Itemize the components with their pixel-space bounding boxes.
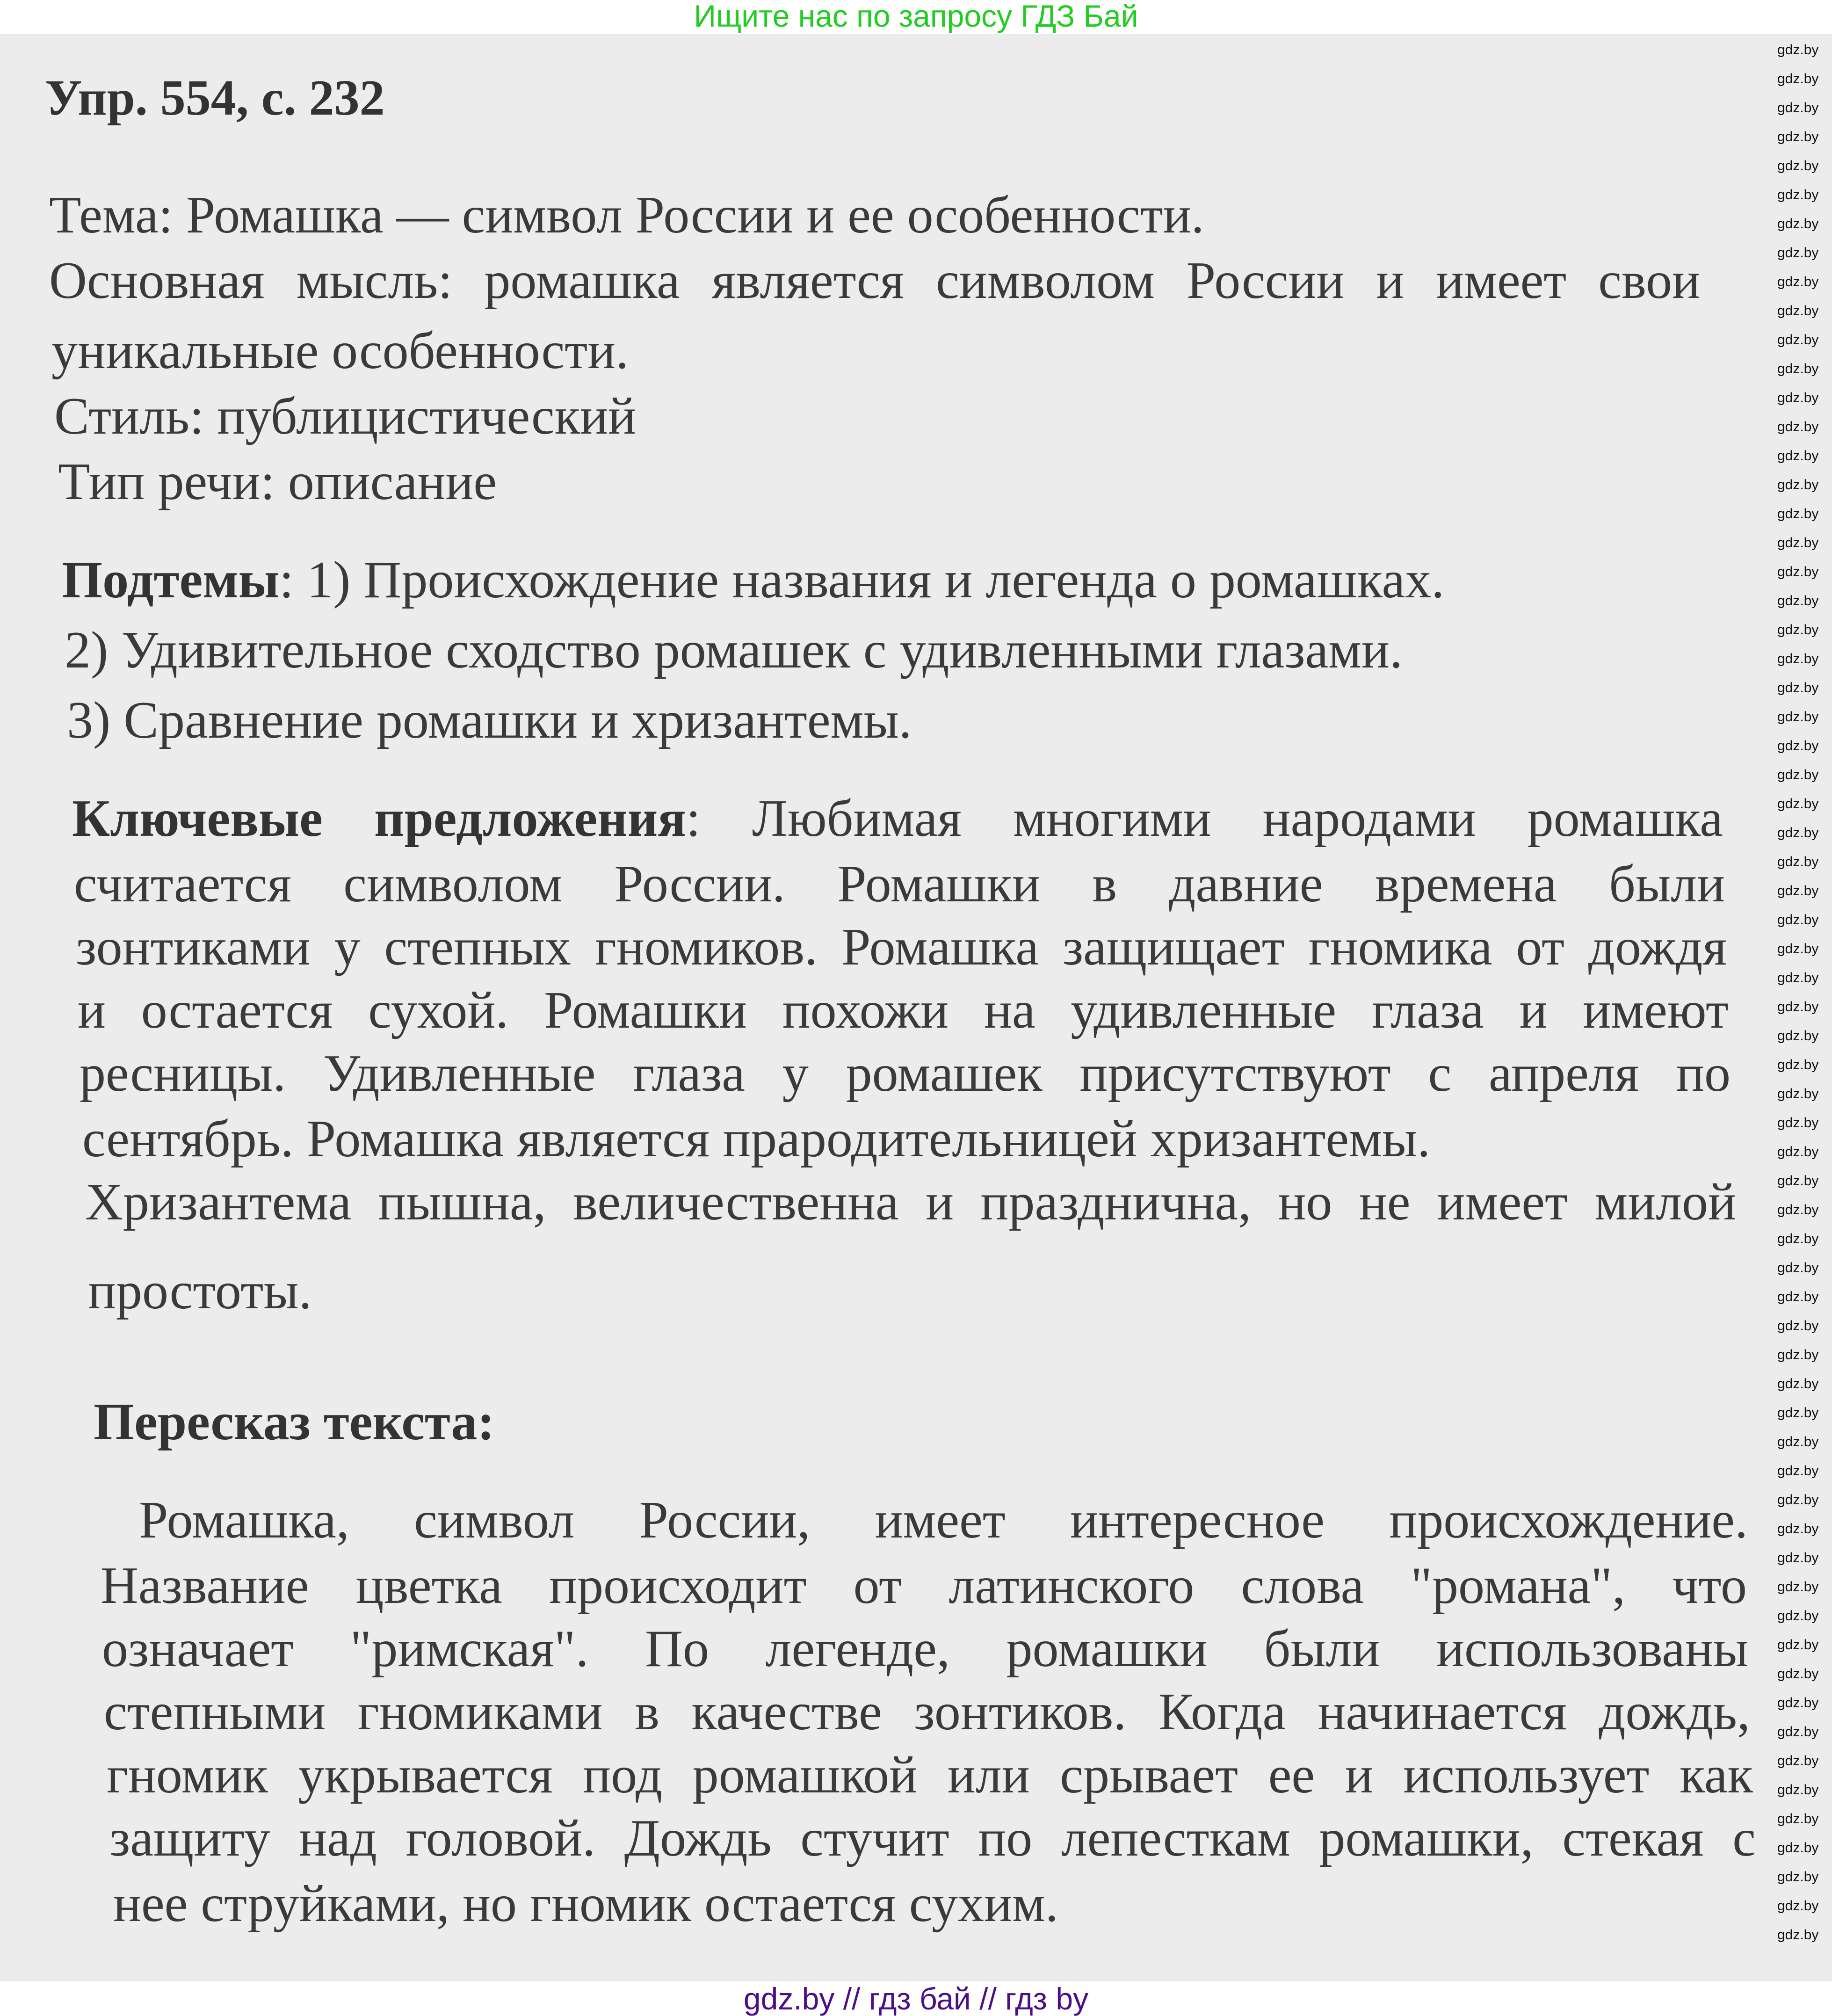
- watermark: gdz.by: [1777, 1434, 1819, 1450]
- watermark: gdz.by: [1777, 535, 1819, 551]
- subtopic-3: 3) Сравнение ромашки и хризантемы.: [67, 691, 912, 749]
- key-sentences-label: Ключевые предложения: [72, 790, 686, 848]
- key-sentences-line: ресницы. Удивленные глаза у ромашек присутствуют с апреля по: [80, 1044, 1731, 1102]
- watermark: gdz.by: [1777, 1202, 1819, 1218]
- watermark: gdz.by: [1777, 390, 1819, 406]
- watermark: gdz.by: [1777, 825, 1819, 841]
- retelling-line: Ромашка, символ России, имеет интересное происхождение.: [139, 1491, 1748, 1549]
- watermark: gdz.by: [1777, 1550, 1819, 1566]
- key-sentence-text: : Любимая многими народами ромашка: [686, 790, 1723, 848]
- watermark: gdz.by: [1777, 883, 1819, 899]
- watermark: gdz.by: [1777, 1666, 1819, 1682]
- watermark: gdz.by: [1777, 709, 1819, 725]
- watermark: gdz.by: [1777, 1115, 1819, 1131]
- watermark: gdz.by: [1777, 767, 1819, 783]
- watermark: gdz.by: [1777, 158, 1819, 174]
- footer-text: gdz.by // гдз бай // гдз by: [743, 1981, 1089, 2016]
- watermark: gdz.by: [1777, 854, 1819, 870]
- watermark: gdz.by: [1777, 1521, 1819, 1537]
- retelling-line: Название цветка происходит от латинского слова "романа", что: [101, 1557, 1747, 1615]
- watermark: gdz.by: [1777, 1579, 1819, 1595]
- watermark: gdz.by: [1777, 100, 1819, 116]
- watermark: gdz.by: [1777, 1086, 1819, 1102]
- watermark: gdz.by: [1777, 1753, 1819, 1769]
- watermark: gdz.by: [1777, 1318, 1819, 1334]
- watermark: gdz.by: [1777, 1144, 1819, 1160]
- watermark: gdz.by: [1777, 1347, 1819, 1363]
- watermark: gdz.by: [1777, 1869, 1819, 1885]
- watermark: gdz.by: [1777, 912, 1819, 928]
- watermark: gdz.by: [1777, 1782, 1819, 1798]
- watermark: gdz.by: [1777, 941, 1819, 957]
- retelling-line: гномик укрывается под ромашкой или срывает ее и использует как: [107, 1746, 1753, 1804]
- retelling-heading: Пересказ текста:: [94, 1393, 495, 1451]
- watermark: gdz.by: [1777, 506, 1819, 522]
- watermark: gdz.by: [1777, 738, 1819, 754]
- top-banner: [0, 0, 1832, 34]
- key-sentences-line: и остается сухой. Ромашки похожи на удивленные глаза и имеют: [78, 981, 1729, 1039]
- subtopic-2: 2) Удивительное сходство ромашек с удивленными глазами.: [65, 621, 1403, 679]
- watermark: gdz.by: [1777, 187, 1819, 203]
- watermark: gdz.by: [1777, 1695, 1819, 1711]
- watermark: gdz.by: [1777, 622, 1819, 638]
- watermark: gdz.by: [1777, 593, 1819, 609]
- watermark: gdz.by: [1777, 216, 1819, 232]
- exercise-title: Упр. 554, с. 232: [45, 70, 385, 126]
- watermark: gdz.by: [1777, 564, 1819, 580]
- watermark: gdz.by: [1777, 970, 1819, 986]
- watermark: gdz.by: [1777, 477, 1819, 493]
- retelling-line: степными гномиками в качестве зонтиков. Когда начинается дождь,: [104, 1683, 1750, 1741]
- key-sentences-line: зонтиками у степных гномиков. Ромашка защищает гномика от дождя: [76, 918, 1727, 976]
- key-sentences-line: считается символом России. Ромашки в давние времена были: [74, 855, 1725, 913]
- key-sentences-line: простоты.: [88, 1262, 312, 1320]
- watermark: gdz.by: [1777, 419, 1819, 435]
- theme-line: Тема: Ромашка — символ России и ее особенности.: [49, 186, 1204, 244]
- watermark: gdz.by: [1777, 796, 1819, 812]
- footer-banner: [0, 1981, 1832, 2016]
- main-idea-line: Основная мысль: ромашка является символом России и имеет свои: [49, 252, 1700, 310]
- watermark: gdz.by: [1777, 361, 1819, 377]
- watermark: gdz.by: [1777, 1260, 1819, 1276]
- watermark: gdz.by: [1777, 1173, 1819, 1189]
- watermark: gdz.by: [1777, 274, 1819, 290]
- watermark: gdz.by: [1777, 42, 1819, 58]
- watermark: gdz.by: [1777, 1492, 1819, 1508]
- watermark: gdz.by: [1777, 129, 1819, 145]
- watermark: gdz.by: [1777, 1289, 1819, 1305]
- subtopics-line-1: [62, 552, 1444, 608]
- watermark: gdz.by: [1777, 245, 1819, 261]
- watermark: gdz.by: [1777, 1927, 1819, 1943]
- style-line: Стиль: публицистический: [54, 387, 636, 445]
- speech-type-line: Тип речи: описание: [58, 453, 497, 511]
- watermark: gdz.by: [1777, 1376, 1819, 1392]
- watermark: gdz.by: [1777, 1405, 1819, 1421]
- retelling-line: нее струйками, но гномик остается сухим.: [113, 1875, 1058, 1933]
- main-idea-line-2: уникальные особенности.: [51, 322, 629, 380]
- watermark: gdz.by: [1777, 680, 1819, 696]
- subtopics-label: Подтемы: [62, 551, 280, 609]
- subtopic-1: : 1) Происхождение названия и легенда о ромашках.: [279, 551, 1445, 609]
- watermark: gdz.by: [1777, 1811, 1819, 1827]
- watermark: gdz.by: [1777, 332, 1819, 348]
- watermark: gdz.by: [1777, 1840, 1819, 1856]
- top-banner-text: Ищите нас по запросу ГДЗ Бай: [694, 0, 1138, 33]
- watermark: gdz.by: [1777, 71, 1819, 87]
- watermark: gdz.by: [1777, 448, 1819, 464]
- watermark: gdz.by: [1777, 999, 1819, 1015]
- watermark: gdz.by: [1777, 1637, 1819, 1653]
- watermark: gdz.by: [1777, 1028, 1819, 1044]
- key-sentences-line: Хризантема пышна, величественна и празднична, но не имеет милой: [85, 1173, 1736, 1231]
- watermark: gdz.by: [1777, 651, 1819, 667]
- key-sentences-line-1: [72, 790, 1723, 847]
- watermark: gdz.by: [1777, 1057, 1819, 1073]
- key-sentences-line: сентябрь. Ромашка является прародительницей хризантемы.: [82, 1110, 1431, 1168]
- retelling-line: означает "римская". По легенде, ромашки были использованы: [102, 1620, 1748, 1678]
- watermark: gdz.by: [1777, 1231, 1819, 1247]
- watermark: gdz.by: [1777, 1724, 1819, 1740]
- retelling-line: защиту над головой. Дождь стучит по лепесткам ромашки, стекая с: [109, 1809, 1756, 1867]
- watermark: gdz.by: [1777, 303, 1819, 319]
- watermark: gdz.by: [1777, 1463, 1819, 1479]
- watermark: gdz.by: [1777, 1608, 1819, 1624]
- watermark: gdz.by: [1777, 1898, 1819, 1914]
